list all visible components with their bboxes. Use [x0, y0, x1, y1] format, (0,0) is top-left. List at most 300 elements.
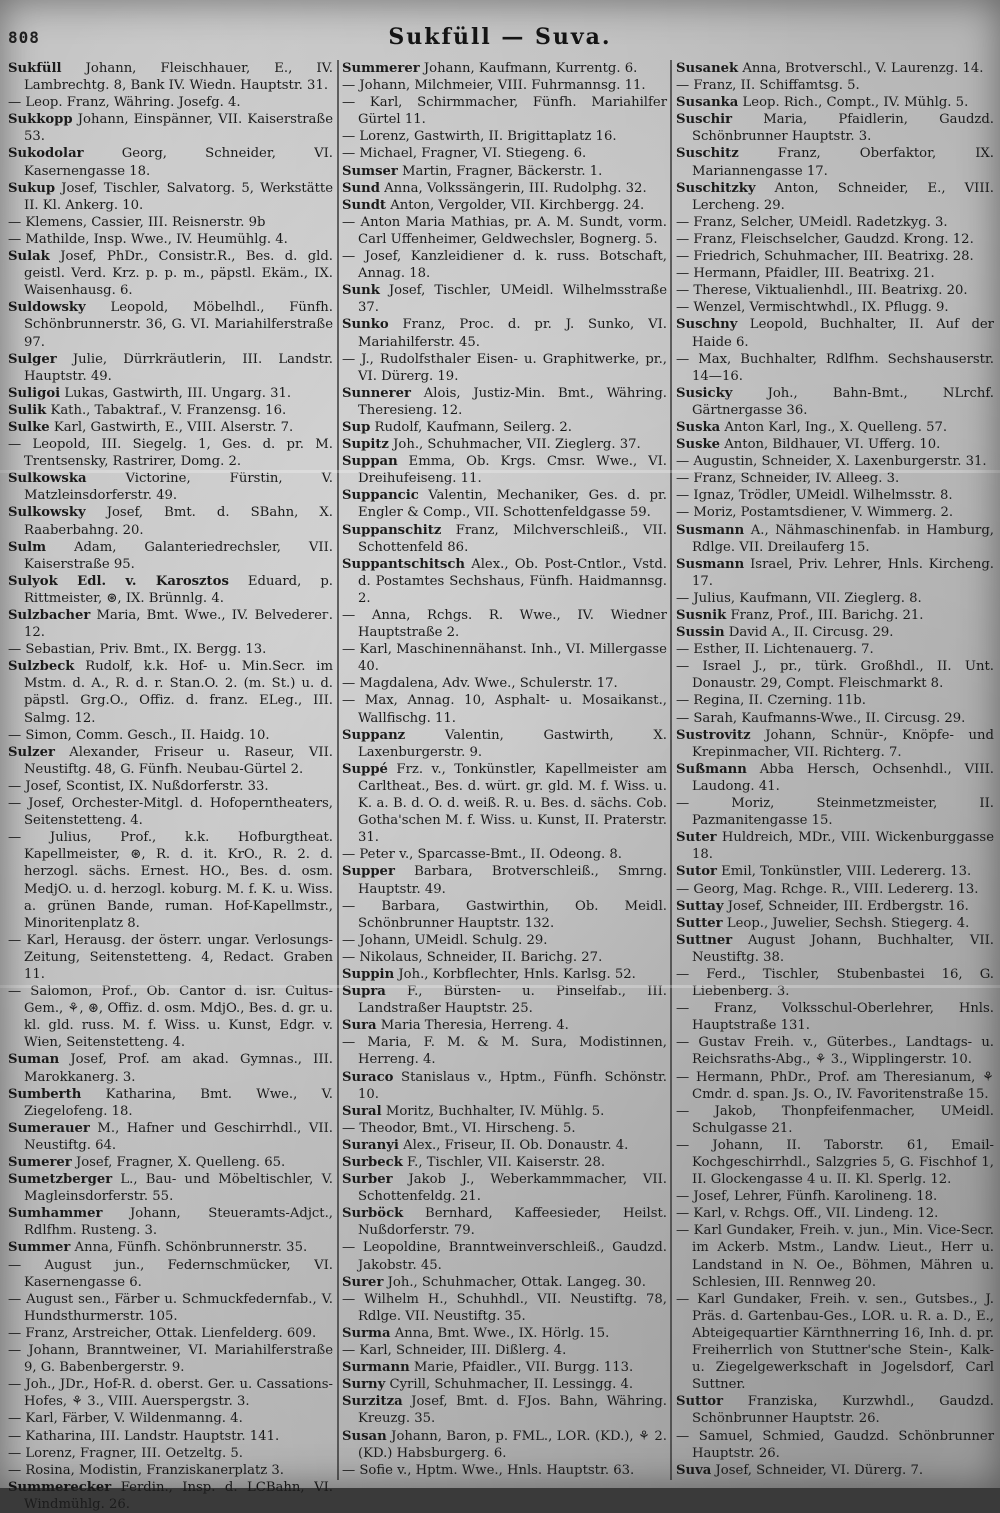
- entry-surname: Sulke: [8, 419, 50, 435]
- directory-entry: [676, 590, 994, 607]
- directory-entry: [676, 1069, 994, 1103]
- entry-details: — Franz, II. Schiffamtsg. 5.: [676, 78, 860, 94]
- entry-details: — Israel J., pr., türk. Großhdl., II. Unt. Donaustr. 29, Compt. Fleischmarkt 8.: [676, 659, 994, 692]
- entry-details: — Franz, Fleischselcher, Gaudzd. Krong. 12.: [676, 231, 974, 247]
- entry-surname: Sukodolar: [8, 146, 84, 162]
- directory-entry: [8, 727, 333, 744]
- directory-entry: [676, 282, 994, 299]
- directory-entry: [8, 111, 333, 145]
- entry-surname: Surma: [342, 1325, 391, 1341]
- entry-details: Emma, Ob. Krgs. Cmsr. Wwe., VI. Dreihufeiseng. 11.: [358, 454, 667, 487]
- entry-details: — Julius, Kaufmann, VII. Zieglerg. 8.: [676, 590, 922, 606]
- directory-entry: [8, 1257, 333, 1291]
- directory-entry: [8, 402, 333, 419]
- directory-entry: [342, 1034, 667, 1068]
- entry-details: — Franz, Schneider, IV. Alleeg. 3.: [676, 471, 900, 487]
- directory-entry: [342, 1120, 667, 1137]
- directory-entry: [8, 436, 333, 470]
- directory-entry: [8, 658, 333, 726]
- entry-details: Valentin, Gastwirth, X. Laxenburgerstr. 9.: [358, 727, 667, 760]
- entry-surname: Suppan: [342, 454, 398, 470]
- directory-entry: [676, 1205, 994, 1222]
- entry-details: — Karl Gundaker, Freih. v. jun., Min. Vice-Secr. im Ackerb. Mstm., Landw. Lieut., Herr u. Landstand in N. Oe., Böhmen, Mähren u. Schlesien, III. Rennweg 20.: [676, 1223, 994, 1290]
- entry-details: Jakob J., Weberkammmacher, VII. Schottenfeldg. 21.: [358, 1172, 667, 1205]
- entry-details: Victorine, Fürstin, V. Matzleinsdorferstr. 49.: [24, 471, 333, 504]
- entry-details: — Sofie v., Hptm. Wwe., Hnls. Hauptstr. 63.: [342, 1462, 635, 1478]
- entry-details: — Leopoldine, Branntweinverschleiß., Gaudzd. Jakobstr. 45.: [342, 1240, 667, 1273]
- entry-details: Franz, Proc. d. pr. J. Sunko, VI. Mariahilferstr. 45.: [358, 317, 667, 350]
- entry-details: Josef, Prof. am akad. Gymnas., III. Marokkanerg. 3.: [24, 1052, 333, 1085]
- directory-entry: [8, 1120, 333, 1154]
- directory-entry: [8, 1086, 333, 1120]
- entry-details: — Katharina, III. Landstr. Hauptstr. 141.: [8, 1428, 280, 1444]
- directory-entry: [342, 1069, 667, 1103]
- directory-entry: [8, 180, 333, 214]
- directory-entry: [342, 1393, 667, 1427]
- directory-entry: [8, 1342, 333, 1376]
- directory-entry: [342, 1274, 667, 1291]
- directory-entry: [8, 470, 333, 504]
- entry-surname: Suschny: [676, 317, 738, 333]
- entry-surname: Sunnerer: [342, 385, 411, 401]
- entry-details: Anna, Fünfh. Schönbrunnerstr. 35.: [70, 1240, 308, 1256]
- directory-entry: [342, 607, 667, 641]
- entry-details: Lukas, Gastwirth, III. Ungarg. 31.: [60, 385, 292, 401]
- entry-details: — Anna, Rchgs. R. Wwe., IV. Wiedner Hauptstraße 2.: [342, 608, 667, 641]
- directory-entry: [8, 1051, 333, 1085]
- directory-entry: [342, 351, 667, 385]
- directory-entry: [676, 265, 994, 282]
- entry-details: — Therese, Viktualienhdl., III. Beatrixg. 20.: [676, 283, 968, 299]
- entry-surname: Suske: [676, 437, 721, 453]
- entry-details: — Franz, Volksschul-Oberlehrer, Hnls. Hauptstraße 131.: [676, 1001, 994, 1034]
- entry-details: Johann, Einspänner, VII. Kaiserstraße 53.: [24, 112, 333, 145]
- directory-entry: [8, 1239, 333, 1256]
- entry-surname: Sulzer: [8, 744, 55, 760]
- directory-entry: [8, 573, 333, 607]
- directory-entry: [676, 863, 994, 880]
- directory-entry: [676, 1428, 994, 1462]
- entry-details: Marie, Pfaidler., VII. Burgg. 113.: [409, 1360, 634, 1376]
- directory-entry: [342, 846, 667, 863]
- directory-entry: [342, 1154, 667, 1171]
- entry-details: — Lorenz, Gastwirth, II. Brigittaplatz 16.: [342, 129, 617, 145]
- directory-entry: [8, 248, 333, 299]
- entry-surname: Sumetzberger: [8, 1172, 113, 1188]
- entry-surname: Suschitzky: [676, 180, 756, 196]
- entry-details: Franz, Prof., III. Barichg. 21.: [726, 608, 924, 623]
- entry-surname: Sundt: [342, 197, 387, 213]
- entry-details: Joh., Schuhmacher, Ottak. Langeg. 30.: [383, 1274, 646, 1290]
- entry-details: Joh., Schuhmacher, VII. Zieglerg. 37.: [388, 437, 641, 453]
- directory-entry: [8, 1410, 333, 1427]
- directory-entry: [8, 539, 333, 573]
- directory-entry: [676, 658, 994, 692]
- entry-details: Julie, Dürrkräutlerin, III. Landstr. Hauptstr. 49.: [24, 351, 333, 384]
- directory-entry: [676, 180, 994, 214]
- directory-entry: [342, 385, 667, 419]
- entry-surname: Susnik: [676, 608, 727, 623]
- entry-details: — Anton Maria Mathias, pr. A. M. Sundt, vorm. Carl Uffenheimer, Geldwechsler, Bognerg. 5.: [342, 214, 667, 247]
- entry-details: — Max, Buchhalter, Rdlfhm. Sechshauserstr. 14—16.: [676, 351, 994, 384]
- directory-entry: [342, 316, 667, 350]
- entry-details: Karl, Gastwirth, E., VIII. Alserstr. 7.: [49, 419, 294, 435]
- entry-details: — Augustin, Schneider, X. Laxenburgerstr. 31.: [676, 454, 987, 470]
- entry-details: — Karl, Maschinennähanst. Inh., VI. Millergasse 40.: [342, 642, 667, 675]
- entry-details: Anna, Brotverschl., V. Laurenzg. 14.: [738, 61, 984, 76]
- entry-details: Stanislaus v., Hptm., Fünfh. Schönstr. 10.: [358, 1069, 667, 1102]
- entry-surname: Suppin: [342, 966, 395, 982]
- entry-details: F., Bürsten- u. Pinselfab., III. Landstraßer Hauptstr. 25.: [358, 984, 667, 1017]
- entry-surname: Sulak: [8, 249, 50, 265]
- entry-surname: Sunk: [342, 283, 380, 299]
- entry-surname: Sumberth: [8, 1086, 82, 1102]
- entry-surname: Summerer: [342, 61, 420, 76]
- entry-surname: Suttay: [676, 898, 724, 914]
- entry-details: — Josef, Orchester-Mitgl. d. Hofoperntheaters, Seitenstetteng. 4.: [8, 796, 333, 829]
- directory-entry: [342, 983, 667, 1017]
- entry-details: — Karl, Schneider, III. Dißlerg. 4.: [342, 1343, 567, 1359]
- entry-details: L., Bau- und Möbeltischler, V. Magleinsdorferstr. 55.: [24, 1172, 333, 1205]
- entry-details: Bernhard, Kaffeesieder, Heilst. Nußdorferstr. 79.: [358, 1206, 667, 1239]
- entry-surname: Sukfüll: [8, 61, 62, 76]
- directory-entry: [342, 1462, 667, 1479]
- entry-surname: Sumerer: [8, 1155, 72, 1170]
- directory-entry: [8, 1462, 333, 1479]
- entry-details: — Franz, Arstreicher, Ottak. Lienfelderg. 609.: [8, 1325, 317, 1341]
- directory-entry: [342, 675, 667, 692]
- entry-details: — Sebastian, Priv. Bmt., IX. Bergg. 13.: [8, 642, 267, 658]
- entry-surname: Sutor: [676, 864, 717, 880]
- entry-details: — Karl, v. Rchgs. Off., VII. Lindeng. 12.: [676, 1206, 939, 1222]
- directory-entry: [8, 1428, 333, 1445]
- entry-surname: Suppancic: [342, 488, 419, 504]
- directory-entry: [342, 1137, 667, 1154]
- entry-details: Israel, Priv. Lehrer, Hnls. Kircheng. 17.: [692, 556, 994, 589]
- directory-entry: [342, 1103, 667, 1120]
- entry-details: Moritz, Buchhalter, IV. Mühlg. 5.: [381, 1103, 605, 1119]
- entry-details: Joh., Bahn-Bmt., NLrchf. Gärtnergasse 36.: [692, 385, 994, 418]
- entry-surname: Surbeck: [342, 1155, 403, 1170]
- entry-surname: Susicky: [676, 385, 733, 401]
- entry-surname: Sußmann: [676, 761, 747, 777]
- entry-surname: Suschir: [676, 112, 733, 128]
- entry-surname: Suppanz: [342, 727, 406, 743]
- directory-entry: [8, 419, 333, 436]
- entry-details: Valentin, Mechaniker, Ges. d. pr. Engler & Comp., VII. Schottenfeldgasse 59.: [358, 488, 667, 521]
- entry-surname: Sulik: [8, 402, 47, 418]
- entry-details: — Maria, F. M. & M. Sura, Modistinnen, Herreng. 4.: [342, 1035, 667, 1068]
- directory-entry: [676, 1222, 994, 1290]
- entry-details: — Samuel, Schmied, Gaudzd. Schönbrunner Hauptstr. 26.: [676, 1428, 994, 1461]
- entry-surname: Suldowsky: [8, 300, 86, 316]
- entry-details: — Theodor, Bmt., VI. Hirscheng. 5.: [342, 1120, 576, 1136]
- entry-details: Joh., Korbflechter, Hnls. Karlsg. 52.: [394, 966, 636, 982]
- entry-details: Josef, Tischler, UMeidl. Wilhelmsstraße 37.: [358, 283, 667, 316]
- directory-entry: [342, 1376, 667, 1393]
- entry-surname: Sulm: [8, 539, 47, 555]
- entry-details: Alex., Ob. Post-Cntlor., Vstd. d. Postamtes Sechshaus, Fünfh. Haidmannsg. 2.: [358, 556, 667, 606]
- entry-details: — Friedrich, Schuhmacher, III. Beatrixg. 28.: [676, 249, 974, 265]
- entry-surname: Sutter: [676, 915, 723, 931]
- directory-entry: [342, 1359, 667, 1376]
- entry-details: Ferdin., Insp. d. LCBahn, VI. Windmühlg. 26.: [24, 1479, 333, 1512]
- entry-surname: Suter: [676, 830, 717, 846]
- entry-details: Anna, Volkssängerin, III. Rudolphg. 32.: [379, 180, 647, 196]
- entry-surname: Summer: [8, 1240, 71, 1256]
- entry-details: — Johann, II. Taborstr. 61, Email-Kochgeschirrhdl., Salzgries 5, G. Fischhof 1, II. Glockengasse 4 u. II. Kl. Sperlg. 12.: [676, 1137, 994, 1188]
- directory-entry: [676, 453, 994, 470]
- entry-details: Johann, Kaufmann, Kurrentg. 6.: [419, 61, 638, 76]
- entry-details: — Karl Gundaker, Freih. v. sen., Gutsbes., J. Präs. d. Gartenbau-Ges., LOR. u. R. a. D., E., Abteigequartier Kärnthnerring 16, Inh. d. pr. Freiherrlich von Stuttner'sche Stein-, Kalk- u. Ziegelgewerkschaft in Jogelsdorf, Carl Suttner.: [676, 1291, 994, 1393]
- entry-details: Eduard, p. Rittmeister, ⊛, IX. Brünnlg. 4.: [24, 573, 333, 606]
- directory-entry: [342, 1171, 667, 1205]
- directory-entry: [676, 316, 994, 350]
- directory-entry: [676, 385, 994, 419]
- entry-surname: Sussin: [676, 625, 725, 641]
- entry-details: Johann, Steueramts-Adjct., Rdlfhm. Rusteng. 3.: [24, 1206, 333, 1239]
- directory-entry: [676, 248, 994, 265]
- directory-entry: [8, 983, 333, 1051]
- entry-details: Alois, Justiz-Min. Bmt., Währing. Theresieng. 12.: [358, 385, 667, 418]
- entry-details: — Ferd., Tischler, Stubenbastei 16, G. Liebenberg. 3.: [676, 966, 994, 1000]
- directory-entry: [342, 60, 667, 77]
- entry-details: — August sen., Färber u. Schmuckfedernfab., V. Hundsthurmerstr. 105.: [8, 1291, 333, 1324]
- directory-entry: [676, 641, 994, 658]
- directory-entry: [342, 453, 667, 487]
- entry-surname: Suppanschitz: [342, 522, 442, 538]
- entry-details: Leop. Rich., Compt., IV. Mühlg. 5.: [738, 95, 969, 111]
- directory-entry: [342, 197, 667, 214]
- entry-details: Josef, Tischler, Salvatorg. 5, Werkstätte II. Kl. Ankerg. 10.: [24, 180, 333, 213]
- directory-entry: [676, 692, 994, 709]
- entry-details: — Nikolaus, Schneider, II. Barichg. 27.: [342, 949, 603, 965]
- directory-entry: [676, 504, 994, 521]
- directory-entry: [8, 60, 333, 94]
- entry-surname: Suva: [676, 1462, 712, 1478]
- page-number: 808: [8, 28, 40, 47]
- entry-details: F., Tischler, VII. Kaiserstr. 28.: [402, 1155, 606, 1170]
- entry-details: Maria, Bmt. Wwe., IV. Belvederег. 12.: [24, 608, 333, 641]
- directory-entry: [8, 1479, 333, 1513]
- entry-details: — Johann, Milchmeier, VIII. Fuhrmannsg. 11.: [342, 78, 646, 94]
- entry-details: Johann, Schnür-, Knöpfe- und Krepinmacher, VII. Richterg. 7.: [692, 727, 994, 760]
- directory-entry: [676, 299, 994, 316]
- entry-details: Johann, Baron, p. FML., LOR. (KD.), ⚘ 2. (KD.) Habsburgerg. 6.: [358, 1428, 667, 1461]
- entry-surname: Supitz: [342, 437, 389, 453]
- entry-surname: Sup: [342, 419, 371, 435]
- entry-details: — Josef, Scontist, IX. Nußdorferstr. 33.: [8, 778, 269, 794]
- directory-entry: [342, 556, 667, 607]
- directory-entry: [8, 932, 333, 983]
- directory-entry: [342, 898, 667, 932]
- entry-details: — Hermann, PhDr., Prof. am Theresianum, ⚘ Cmdr. d. span. Js. O., IV. Favoritenstraße 15.: [676, 1069, 994, 1102]
- entry-details: Alex., Friseur, II. Ob. Donaustr. 4.: [398, 1137, 629, 1153]
- entry-surname: Surzitza: [342, 1394, 403, 1410]
- directory-entry: [8, 214, 333, 231]
- directory-entry: [342, 180, 667, 197]
- entry-details: Leop., Juwelier, Sechsh. Stiegerg. 4.: [722, 915, 970, 931]
- entry-details: — Salomon, Prof., Ob. Cantor d. isr. Cultus-Gem., ⚘, ⊛, Offiz. d. osm. MdjO., Bes. d. gr. u. kl. gld. russ. M. f. Wiss. u. Kunst, Edgr. v. Wien, Seitenstetteng. 4.: [8, 984, 333, 1051]
- directory-entry: [342, 727, 667, 761]
- entry-details: Georg, Schneider, VI. Kasernengasse 18.: [24, 146, 333, 179]
- directory-entry: [676, 1462, 994, 1479]
- entry-surname: Susan: [342, 1428, 387, 1444]
- entry-details: Kath., Tabaktraf., V. Franzensg. 16.: [46, 402, 287, 418]
- entry-surname: Suska: [676, 419, 721, 435]
- entry-details: Adam, Galanteriedrechsler, VII. Kaiserstraße 95.: [24, 539, 333, 572]
- entry-surname: Sustrovitz: [676, 727, 751, 743]
- entry-details: — Ignaz, Trödler, UMeidl. Wilhelmsstr. 8.: [676, 488, 953, 504]
- entry-surname: Suranyi: [342, 1137, 399, 1153]
- directory-entry: [676, 1103, 994, 1137]
- entry-details: Maria, Pfaidlerin, Gaudzd. Schönbrunner Hauptstr. 3.: [692, 112, 994, 145]
- entry-details: — Lorenz, Fragner, III. Oetzeltg. 5.: [8, 1445, 243, 1461]
- entry-surname: Susmann: [676, 556, 745, 572]
- page-header: [0, 14, 1000, 54]
- directory-entry: [676, 94, 994, 111]
- entry-surname: Sulyok Edl. v. Karosztos: [8, 573, 229, 589]
- directory-entry: [342, 1291, 667, 1325]
- entry-details: Anna, Bmt. Wwe., IX. Hörlg. 15.: [390, 1325, 610, 1341]
- entry-details: — Regina, II. Czerning. 11b.: [676, 693, 866, 709]
- entry-surname: Sulzbeck: [8, 659, 75, 675]
- directory-entry: [8, 829, 333, 932]
- entry-surname: Surmann: [342, 1360, 410, 1376]
- entry-details: — Joh., JDr., Hof-R. d. oberst. Ger. u. Cassations-Hofes, ⚘ 3., VIII. Auerspergstr. 3.: [8, 1377, 333, 1410]
- entry-surname: Supper: [342, 864, 395, 880]
- entry-details: M., Hafner und Geschirrhdl., VII. Neustiftg. 64.: [24, 1120, 333, 1153]
- directory-entry: [676, 111, 994, 145]
- directory-entry: [342, 1239, 667, 1273]
- directory-entry: [676, 470, 994, 487]
- entry-details: Alexander, Friseur u. Raseur, VII. Neustiftg. 48, G. Fünfh. Neubau-Gürtel 2.: [24, 744, 333, 777]
- directory-entry: [676, 915, 994, 932]
- directory-entry: [676, 351, 994, 385]
- entry-surname: Summerecker: [8, 1479, 112, 1495]
- directory-entry: [8, 744, 333, 778]
- entry-details: — Moriz, Steinmetzmeister, II. Pazmanitengasse 15.: [676, 796, 994, 829]
- entry-surname: Suttor: [676, 1394, 724, 1410]
- entry-details: Leopold, Möbelhdl., Fünfh. Schönbrunnerstr. 36, G. VI. Mariahilferstraße 97.: [24, 300, 333, 350]
- directory-entry: [342, 692, 667, 726]
- directory-entry: [676, 556, 994, 590]
- directory-entry: [676, 607, 994, 624]
- directory-entry: [342, 1342, 667, 1359]
- directory-entry: [8, 1154, 333, 1171]
- directory-entry: [676, 829, 994, 863]
- directory-entry: [676, 932, 994, 966]
- entry-details: — Johann, UMeidl. Schulg. 29.: [342, 932, 548, 948]
- entry-details: — August jun., Federnschmücker, VI. Kasernengasse 6.: [8, 1257, 333, 1290]
- entry-surname: Sulzbacher: [8, 608, 91, 623]
- directory-entry: [342, 436, 667, 453]
- entry-details: — Klemens, Cassier, III. Reisnerstr. 9b: [8, 214, 266, 230]
- directory-column-1: [8, 60, 333, 1512]
- directory-entry: [8, 1291, 333, 1325]
- directory-entry: [342, 487, 667, 521]
- directory-entry: [342, 1428, 667, 1462]
- directory-entry: [8, 1171, 333, 1205]
- directory-entry: [676, 1034, 994, 1068]
- entry-surname: Suraco: [342, 1069, 394, 1085]
- entry-surname: Susanek: [676, 61, 739, 76]
- entry-surname: Supra: [342, 984, 386, 1000]
- entry-details: — Leopold, III. Siegelg. 1, Ges. d. pr. M. Trentsensky, Rastrirer, Domg. 2.: [8, 437, 333, 470]
- entry-surname: Suttner: [676, 932, 733, 948]
- directory-entry: [8, 1205, 333, 1239]
- entry-details: — Julius, Prof., k.k. Hofburgtheat. Kapellmeister, ⊛, R. d. it. KrO., R. 2. d. herzogl. sächs. Ernest. HO., Bes. d. osm. MedjO. u. d. herzogl. koburg. M. f. K. u. Wiss. a. grünen Bande, ruman. Hof-Kapellmstr., Minoritenplatz 8.: [8, 830, 333, 931]
- entry-details: Josef, Schneider, VI. Dürerg. 7.: [711, 1462, 924, 1478]
- entry-details: — Franz, Selcher, UMeidl. Radetzkyg. 3.: [676, 214, 948, 230]
- entry-surname: Sulkowska: [8, 471, 87, 487]
- directory-entry: [8, 607, 333, 641]
- directory-entry: [8, 641, 333, 658]
- directory-entry: [8, 299, 333, 350]
- entry-details: Frz. v., Tonkünstler, Kapellmeister am Carltheat., Bes. d. würt. gr. gld. M. f. Wiss. u. K. a. B. d. O. d. weiß. R. u. Bes. d. sächs. Cob. Gotha'schen M. f. Wiss. u. Kunst, II. Praterstr. 31.: [358, 761, 667, 846]
- directory-entry: [676, 710, 994, 727]
- entry-details: — Georg, Mag. Rchge. R., VIII. Ledererg. 13.: [676, 881, 979, 897]
- directory-entry: [342, 641, 667, 675]
- entry-details: — Wilhelm H., Schuhhdl., VII. Neustiftg. 78, Rdlge. VII. Neustiftg. 35.: [342, 1291, 667, 1324]
- entry-details: Katharina, Bmt. Wwe., V. Ziegelofeng. 18.: [24, 1086, 333, 1119]
- entry-details: A., Nähmaschinenfab. in Hamburg, Rdlge. VII. Dreilauferg 15.: [692, 522, 994, 555]
- entry-details: — Karl, Herausg. der österr. ungar. Verlosungs-Zeitung, Seitenstetteng. 4, Redact. Graben 11.: [8, 932, 333, 982]
- entry-details: Martin, Fragner, Bäckerstr. 1.: [397, 163, 603, 179]
- entry-details: — Max, Annag. 10, Asphalt- u. Mosaikanst., Wallfischg. 11.: [342, 693, 667, 726]
- entry-surname: Sund: [342, 180, 380, 196]
- directory-entry: [342, 761, 667, 846]
- directory-entry: [342, 163, 667, 180]
- directory-entry: [676, 624, 994, 641]
- entry-details: — Jakob, Thonpfeifenmacher, UMeidl. Schulgasse 21.: [676, 1103, 994, 1136]
- directory-entry: [676, 60, 994, 77]
- directory-entry: [342, 1205, 667, 1239]
- directory-entry: [676, 727, 994, 761]
- directory-entry: [676, 1000, 994, 1034]
- entry-details: — Wenzel, Vermischtwhdl., IX. Pflugg. 9.: [676, 300, 949, 316]
- entry-surname: Suppantschitsch: [342, 556, 465, 572]
- entry-details: Cyrill, Schuhmacher, II. Lessingg. 4.: [385, 1377, 634, 1393]
- entry-details: Franz, Milchverschleiß., VII. Schottenfeld 86.: [358, 522, 667, 555]
- directory-entry: [676, 214, 994, 231]
- directory-entry: [8, 778, 333, 795]
- entry-details: — Sarah, Kaufmanns-Wwe., II. Circusg. 29.: [676, 710, 966, 726]
- entry-details: — Michael, Fragner, VI. Stiegeng. 6.: [342, 146, 587, 162]
- entry-details: — Magdalena, Adv. Wwe., Schulerstr. 17.: [342, 676, 618, 692]
- entry-details: — Peter v., Sparcasse-Bmt., II. Odeong. 8.: [342, 847, 622, 863]
- directory-entry: [8, 94, 333, 111]
- directory-entry: [676, 966, 994, 1000]
- entry-details: — Karl, Schirmmacher, Fünfh. Mariahilfer Gürtel 11.: [342, 95, 667, 128]
- directory-entry: [342, 94, 667, 128]
- directory-column-3: [676, 60, 994, 1480]
- directory-entry: [342, 949, 667, 966]
- directory-entry: [8, 1376, 333, 1410]
- directory-entry: [8, 231, 333, 248]
- entry-surname: Suman: [8, 1052, 60, 1068]
- directory-entry: [676, 522, 994, 556]
- directory-entry: [8, 351, 333, 385]
- running-head-title: Sukfüll — Suva.: [388, 24, 612, 50]
- entry-details: Franziska, Kurzwhdl., Gaudzd. Schönbrunner Hauptstr. 26.: [692, 1394, 994, 1427]
- directory-entry: [676, 145, 994, 179]
- entry-surname: Suschitz: [676, 146, 739, 162]
- entry-details: — J., Rudolfsthaler Eisen- u. Graphitwerke, pr., VI. Dürerg. 19.: [342, 351, 667, 384]
- entry-details: Josef, Schneider, III. Erdbergstr. 16.: [723, 898, 969, 914]
- directory-entry: [676, 487, 994, 504]
- entry-surname: Sukkopp: [8, 112, 73, 128]
